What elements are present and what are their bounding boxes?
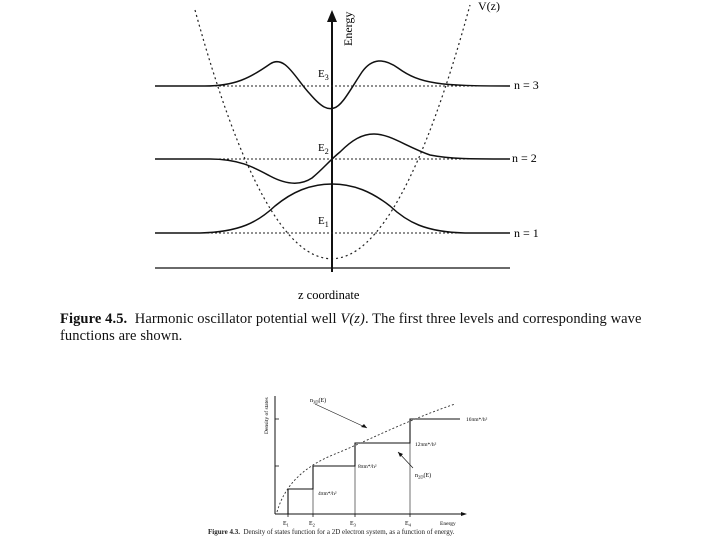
energy-axis-arrow — [327, 10, 337, 22]
energy-label-e2: $E_2$ — [318, 142, 329, 156]
x-tick-e1: $E_1$ — [283, 521, 289, 528]
potential-label: V(z) — [478, 0, 500, 13]
x-tick-e4: $E_4$ — [405, 521, 411, 528]
z-axis-label: z coordinate — [298, 288, 360, 302]
dos-ylabel: Density of states — [264, 397, 270, 434]
caption-number: Figure 4.5. — [60, 311, 128, 327]
dos-x-axis-arrow — [461, 512, 467, 516]
dos-xlabel: Energy — [440, 521, 456, 527]
step-label-3: 12πm*/h² — [415, 442, 437, 448]
n3d-pointer — [315, 404, 367, 428]
caption-text-2: Density of states function for a 2D electron system, as a function of energy. — [243, 528, 455, 536]
dos-3d-curve — [277, 404, 455, 512]
step-label-2: 8πm*/h² — [358, 464, 377, 470]
step-label-4: 16πm*/h² — [466, 417, 488, 423]
step-label-1: 4πm*/h² — [318, 491, 337, 497]
caption-italic: V(z) — [340, 311, 365, 327]
energy-label-e1: $E_1$ — [318, 215, 329, 229]
level-n2-label: n = 2 — [512, 151, 537, 165]
caption-number-2: Figure 4.3. — [208, 528, 240, 536]
density-of-states-figure — [255, 360, 525, 540]
level-n1-label: n = 1 — [514, 226, 539, 240]
caption-text-start: Harmonic oscillator potential well — [134, 311, 341, 327]
x-tick-e3: $E_3$ — [350, 521, 356, 528]
energy-axis-label: Energy — [341, 11, 355, 46]
n3d-label: $n_{3D}(E)$ — [310, 398, 327, 405]
figure-4-5-caption — [60, 311, 660, 345]
n3d-pointer-head — [361, 424, 367, 428]
caption-text-end: . The first three levels and corresponding wave functions are shown. — [60, 311, 642, 344]
n2d-label: $n_{2D}(E)$ — [415, 473, 432, 480]
figure-4-3-caption — [208, 528, 548, 537]
x-tick-e2: $E_2$ — [309, 521, 315, 528]
energy-label-e3: $E_3$ — [318, 68, 329, 82]
level-n3-label: n = 3 — [514, 78, 539, 92]
